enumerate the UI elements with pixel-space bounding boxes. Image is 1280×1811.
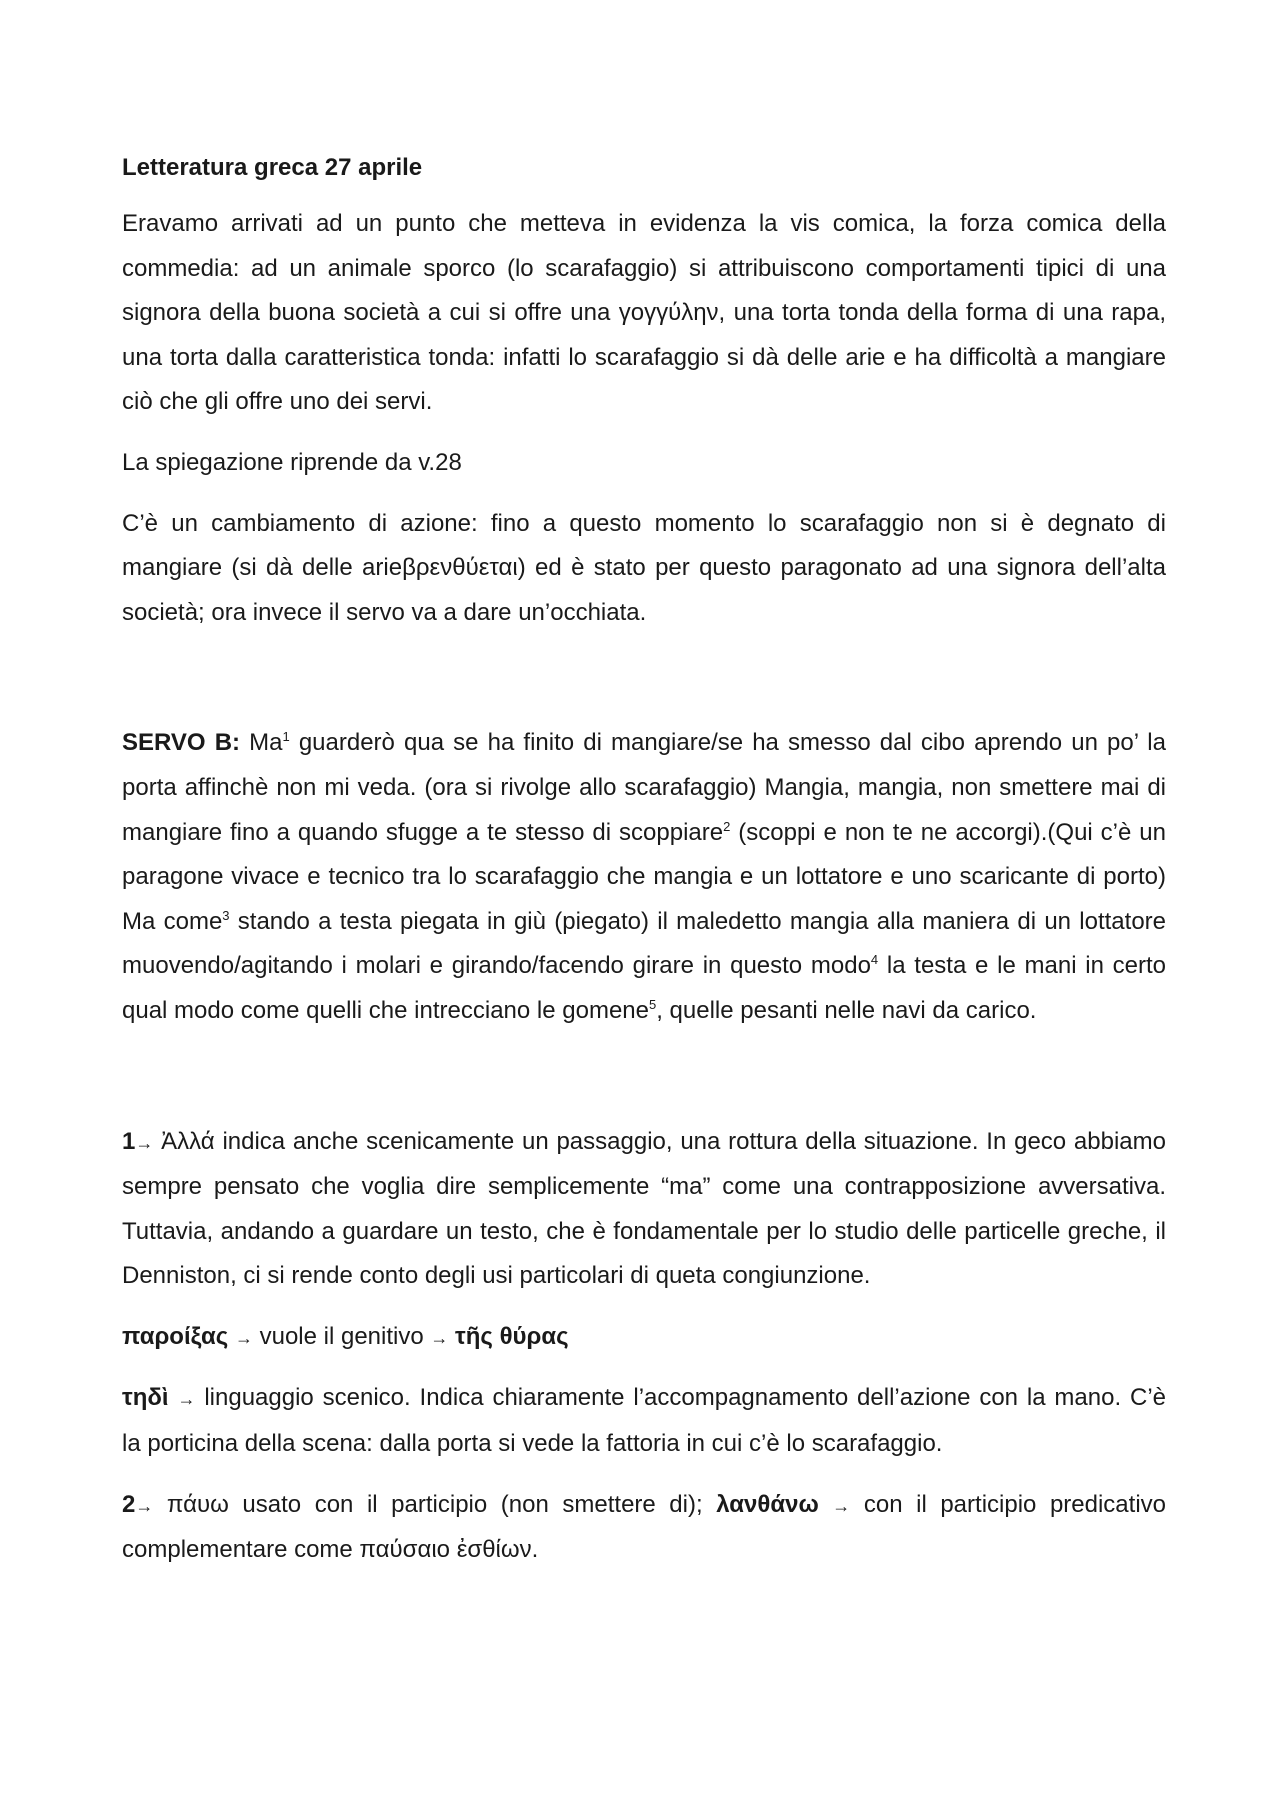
note-paroixas-term2: τῆς θύρας bbox=[455, 1322, 569, 1350]
note-2-text-1: πάυω usato con il participio (non smettere di); bbox=[153, 1490, 717, 1518]
spacer bbox=[122, 1050, 1166, 1120]
footnote-ref-2: 2 bbox=[723, 818, 731, 834]
note-tedi-text: linguaggio scenico. Indica chiaramente l’accompagnamento dell’azione con la mano. C’è la porticina della scena: dalla porta si vede la fattoria in cui c’è lo scarafaggio. bbox=[122, 1384, 1167, 1458]
change-paragraph: C’è un cambiamento di azione: fino a questo momento lo scarafaggio non si è degnato di mangiare (si dà delle arieβρενθύεται) ed è stato per questo paragonato ad una signora dell’alta società; ora invece il servo va a dare un’occhiata. bbox=[122, 509, 1166, 626]
note-paroixas bbox=[122, 1315, 1166, 1361]
arrow-icon: → bbox=[177, 1389, 196, 1410]
note-1 bbox=[122, 1120, 1166, 1299]
arrow-icon: → bbox=[135, 1495, 154, 1516]
footnote-ref-4: 4 bbox=[870, 952, 879, 968]
translation-text-3: (scoppi e non te ne accorgi).(Qui c’è un paragone vivace e tecnico tra lo scarafaggio che mangia e un lottatore e uno scaricante di porto) Ma come bbox=[122, 818, 1166, 935]
note-2 bbox=[122, 1483, 1166, 1573]
arrow-icon: → bbox=[430, 1327, 449, 1348]
arrow-icon: → bbox=[832, 1495, 851, 1516]
intro-paragraph: Eravamo arrivati ad un punto che metteva in evidenza la vis comica, la forza comica della commedia: ad un animale sporco (lo scarafaggio) si attribuiscono comportamenti tipici di una signora della buona società a cui si offre una γογγύλην, una torta tonda della forma di una rapa, una torta dalla caratteristica tonda: infatti lo scarafaggio si dà delle arie e ha difficoltà a mangiare ciò che gli offre uno dei servi. bbox=[122, 210, 1166, 416]
note-2-term: λανθάνω bbox=[716, 1490, 819, 1518]
arrow-icon: → bbox=[234, 1327, 253, 1348]
note-1-text: Ἀλλά indica anche scenicamente un passaggio, una rottura della situazione. In geco abbiamo sempre pensato che voglia dire semplicemente “ma” come una contrapposizione avversativa. Tuttavia, andando a guardare un testo, che è fondamentale per lo studio delle particelle greche, il Denniston, ci si rende conto degli usi particolari di queta congiunzione. bbox=[122, 1127, 1166, 1290]
note-1-number: 1 bbox=[122, 1127, 136, 1155]
note-2-number: 2 bbox=[122, 1490, 136, 1518]
document-title: Letteratura greca 27 aprile bbox=[122, 154, 423, 181]
spacer bbox=[122, 651, 1166, 721]
resume-paragraph: La spiegazione riprende da v.28 bbox=[122, 448, 462, 476]
footnote-ref-3: 3 bbox=[222, 907, 230, 923]
note-paroixas-text: vuole il genitivo bbox=[252, 1322, 431, 1350]
translation-paragraph bbox=[122, 721, 1166, 1033]
footnote-ref-1: 1 bbox=[282, 729, 290, 745]
note-tedi bbox=[122, 1376, 1166, 1466]
translation-text-6: , quelle pesanti nelle navi da carico. bbox=[656, 996, 1037, 1024]
translation-text-5: la testa e le mani in certo qual modo come quelli che intrecciano le gomene bbox=[122, 952, 1167, 1024]
note-paroixas-term: παροίξας bbox=[122, 1322, 229, 1350]
note-tedi-term: τηδὶ bbox=[122, 1384, 169, 1412]
translation-text-1: Ma bbox=[240, 729, 283, 757]
footnote-ref-5: 5 bbox=[648, 996, 657, 1012]
arrow-icon: → bbox=[135, 1132, 154, 1153]
speaker-label: SERVO B: bbox=[122, 729, 241, 757]
translation-text-4: stando a testa piegata in giù (piegato) il maledetto mangia alla maniera di un lottatore muovendo/agitando i molari e girando/facendo girare in questo modo bbox=[122, 907, 1166, 980]
translation-text-2: guarderò qua se ha finito di mangiare/se ha smesso dal cibo aprendo un po’ la porta affinchè non mi veda. (ora si rivolge allo scarafaggio) Mangia, mangia, non smettere mai di mangiare fino a quando sfugge a te stesso di scoppiare bbox=[122, 729, 1166, 846]
note-2-text-2: con il participio predicativo complementare come παύσαιο ἐσθίων. bbox=[122, 1490, 1167, 1564]
